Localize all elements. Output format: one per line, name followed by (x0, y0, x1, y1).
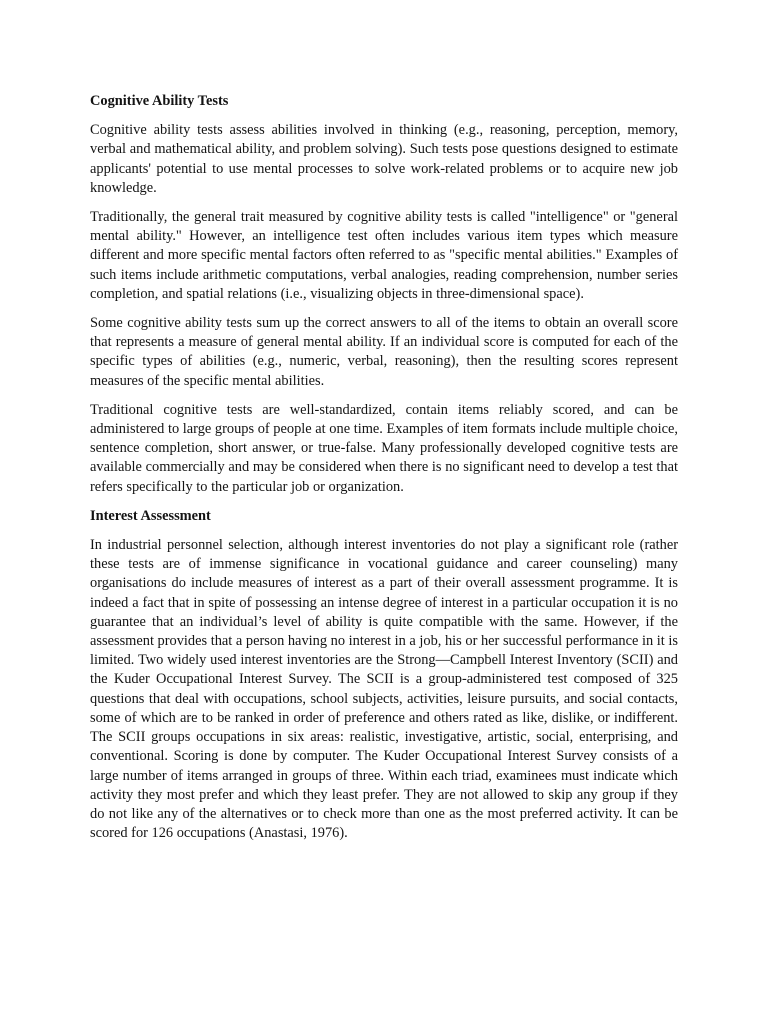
section-heading-cognitive-ability-tests: Cognitive Ability Tests (90, 93, 229, 109)
section-heading-interest-assessment: Interest Assessment (90, 507, 211, 524)
paragraph: Some cognitive ability tests sum up the correct answers to all of the items to obtain an overall score that represents a measure of general mental ability. If an individual score is computed for each of the specific types of abilities (e.g., numeric, verbal, reasoning), then the resulting scores represent measures of the specific mental abilities. (90, 315, 678, 389)
paragraph: Traditionally, the general trait measured by cognitive ability tests is called "intelligence" or "general mental ability." However, an intelligence test often includes various item types which measure different and more specific mental factors often referred to as "specific mental abilities." Examples of such items include arithmetic computations, verbal analogies, reading comprehension, number series completion, and spatial relations (i.e., visualizing objects in three-dimensional space). (90, 209, 678, 302)
paragraph: Cognitive ability tests assess abilities involved in thinking (e.g., reasoning, perception, memory, verbal and mathematical ability, and problem solving). Such tests pose questions designed to estimate applicants' potential to use mental processes to solve work-related problems or to acquire new job knowledge. (90, 122, 678, 196)
paragraph: Traditional cognitive tests are well-standardized, contain items reliably scored, and can be administered to large groups of people at one time. Examples of item formats include multiple choice, sentence completion, short answer, or true-false. Many professionally developed cognitive tests are available commercially and may be considered when there is no significant need to develop a test that refers specifically to the particular job or organization. (90, 401, 678, 495)
document-page (90, 92, 678, 853)
paragraph: In industrial personnel selection, although interest inventories do not play a significant role (rather these tests are of immense significance in vocational guidance and career counseling) many organisations do include measures of interest as a part of their overall assessment programme. It is indeed a fact that in spite of possessing an intense degree of interest in a particular occupation it is no guarantee that an individual’s level of ability is quite compatible with the same. However, if the assessment provides that a person having no interest in a job, his or her successful performance in it is limited. Two widely used interest inventories are the Strong—Campbell Interest Inventory (SCII) and the Kuder Occupational Interest Survey. The SCII is a group-administered test composed of 325 questions that deal with occupations, school subjects, activities, leisure pursuits, and social contacts, some of which are to be ranked in order of preference and others rated as like, dislike, or indifferent. The SCII groups occupations in six areas: realistic, investigative, artistic, social, enterprising, and conventional. Scoring is done by computer. The Kuder Occupational Interest Survey consists of a large number of items arranged in groups of three. Within each triad, examinees must indicate which activity they most prefer and which they least prefer. They are not allowed to skip any group if they do not like any of the alternatives or to check more than one as the most preferred activity. It can be scored for 126 occupations (Anastasi, 1976). (90, 537, 678, 842)
